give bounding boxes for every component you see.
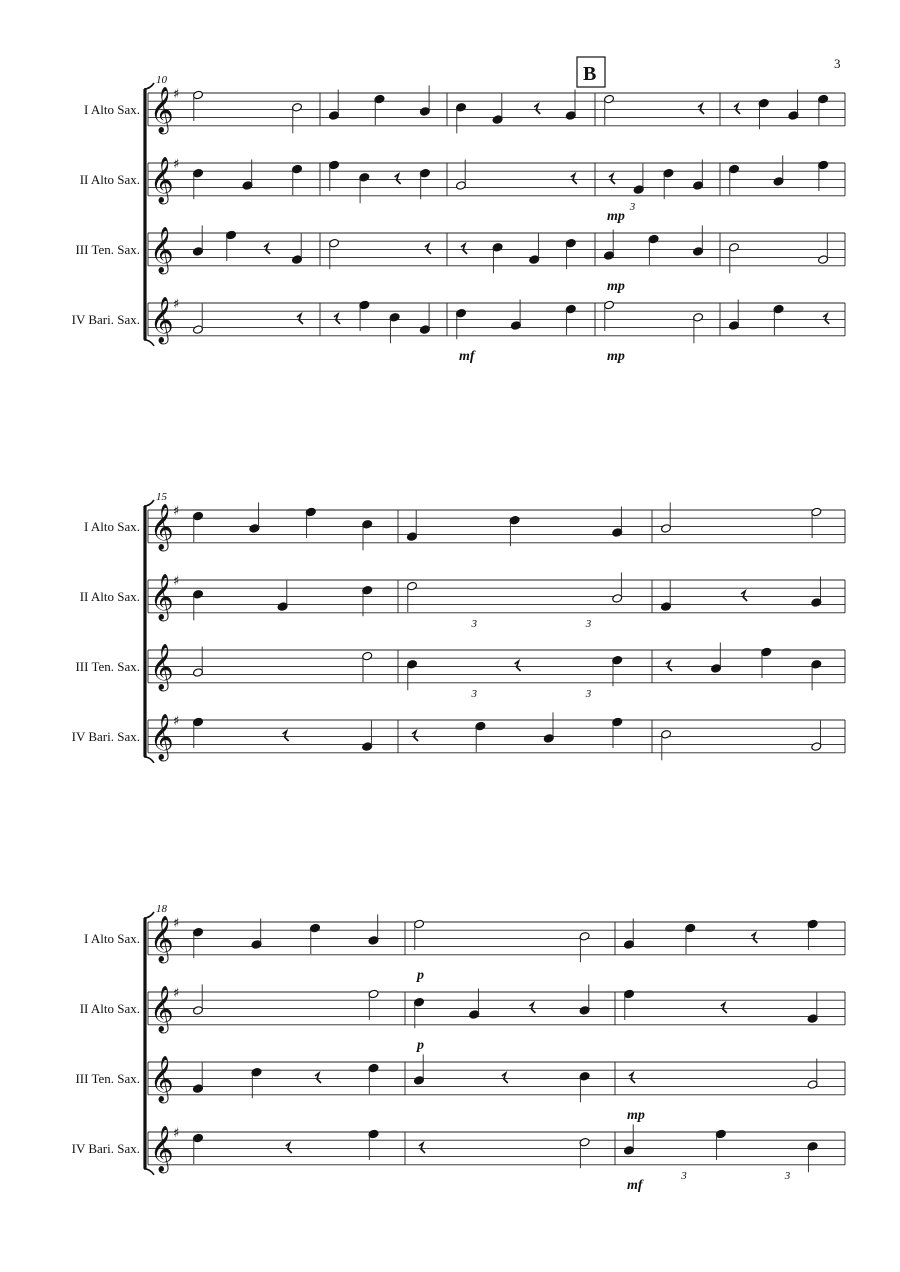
page-number: 3 bbox=[834, 56, 841, 71]
treble-clef-icon: 𝄞 bbox=[150, 504, 174, 550]
dynamic-marking: p bbox=[417, 967, 424, 983]
staff bbox=[75, 642, 845, 692]
staff bbox=[75, 1054, 845, 1104]
treble-clef-icon: 𝄞 bbox=[150, 714, 174, 760]
staff bbox=[72, 712, 845, 762]
instrument-label: III Ten. Sax. bbox=[75, 659, 140, 674]
staff bbox=[80, 155, 845, 205]
dynamic-marking: mf bbox=[459, 348, 475, 364]
tuplet-number: 3 bbox=[629, 200, 636, 213]
key-signature-sharp-icon: ♯ bbox=[173, 986, 180, 1001]
treble-clef-icon: 𝄞 bbox=[150, 986, 174, 1032]
treble-clef-icon: 𝄞 bbox=[150, 227, 174, 273]
tuplet-number: 3 bbox=[784, 1169, 791, 1182]
key-signature-sharp-icon: ♯ bbox=[173, 574, 180, 589]
dynamic-marking: mp bbox=[607, 208, 625, 224]
tuplet-number: 3 bbox=[585, 617, 592, 630]
score-system bbox=[72, 491, 845, 763]
measure-number: 15 bbox=[156, 491, 167, 503]
instrument-label: I Alto Sax. bbox=[84, 102, 140, 117]
measure-number: 10 bbox=[156, 74, 167, 86]
score-system bbox=[72, 903, 845, 1193]
score-system bbox=[72, 74, 845, 364]
staff bbox=[84, 914, 845, 964]
instrument-label: II Alto Sax. bbox=[79, 172, 140, 187]
staff bbox=[80, 572, 845, 622]
staff bbox=[84, 85, 845, 135]
instrument-label: II Alto Sax. bbox=[79, 1001, 140, 1016]
treble-clef-icon: 𝄞 bbox=[150, 916, 174, 962]
tuplet-number: 3 bbox=[471, 617, 477, 630]
treble-clef-icon: 𝄞 bbox=[150, 87, 174, 133]
tuplet-number: 3 bbox=[681, 1169, 687, 1182]
key-signature-sharp-icon: ♯ bbox=[173, 1126, 180, 1141]
treble-clef-icon: 𝄞 bbox=[150, 644, 174, 690]
instrument-label: III Ten. Sax. bbox=[75, 1071, 140, 1086]
instrument-label: II Alto Sax. bbox=[79, 589, 140, 604]
key-signature-sharp-icon: ♯ bbox=[173, 87, 180, 102]
key-signature-sharp-icon: ♯ bbox=[173, 504, 180, 519]
dynamic-marking: mp bbox=[627, 1107, 645, 1123]
tuplet-number: 3 bbox=[471, 687, 477, 700]
dynamic-marking: mf bbox=[627, 1177, 643, 1193]
treble-clef-icon: 𝄞 bbox=[150, 574, 174, 620]
instrument-label: IV Bari. Sax. bbox=[71, 1141, 140, 1156]
staff bbox=[72, 297, 845, 345]
treble-clef-icon: 𝄞 bbox=[150, 157, 174, 203]
measure-number: 18 bbox=[156, 903, 167, 915]
dynamic-marking: mp bbox=[607, 348, 625, 364]
treble-clef-icon: 𝄞 bbox=[150, 1126, 174, 1172]
dynamic-marking: p bbox=[417, 1037, 424, 1053]
treble-clef-icon: 𝄞 bbox=[150, 297, 174, 343]
staff bbox=[75, 225, 845, 275]
tuplet-number: 3 bbox=[585, 687, 592, 700]
instrument-label: I Alto Sax. bbox=[84, 931, 140, 946]
key-signature-sharp-icon: ♯ bbox=[173, 297, 180, 312]
staff bbox=[84, 502, 845, 552]
staff bbox=[80, 984, 845, 1034]
dynamic-marking: mp bbox=[607, 278, 625, 294]
instrument-label: IV Bari. Sax. bbox=[71, 729, 140, 744]
rehearsal-mark-label: B bbox=[583, 63, 597, 85]
staff bbox=[72, 1124, 845, 1174]
treble-clef-icon: 𝄞 bbox=[150, 1056, 174, 1102]
instrument-label: III Ten. Sax. bbox=[75, 242, 140, 257]
instrument-label: IV Bari. Sax. bbox=[71, 312, 140, 327]
rehearsal-mark bbox=[577, 57, 605, 87]
key-signature-sharp-icon: ♯ bbox=[173, 714, 180, 729]
key-signature-sharp-icon: ♯ bbox=[173, 916, 180, 931]
key-signature-sharp-icon: ♯ bbox=[173, 157, 180, 172]
instrument-label: I Alto Sax. bbox=[84, 519, 140, 534]
